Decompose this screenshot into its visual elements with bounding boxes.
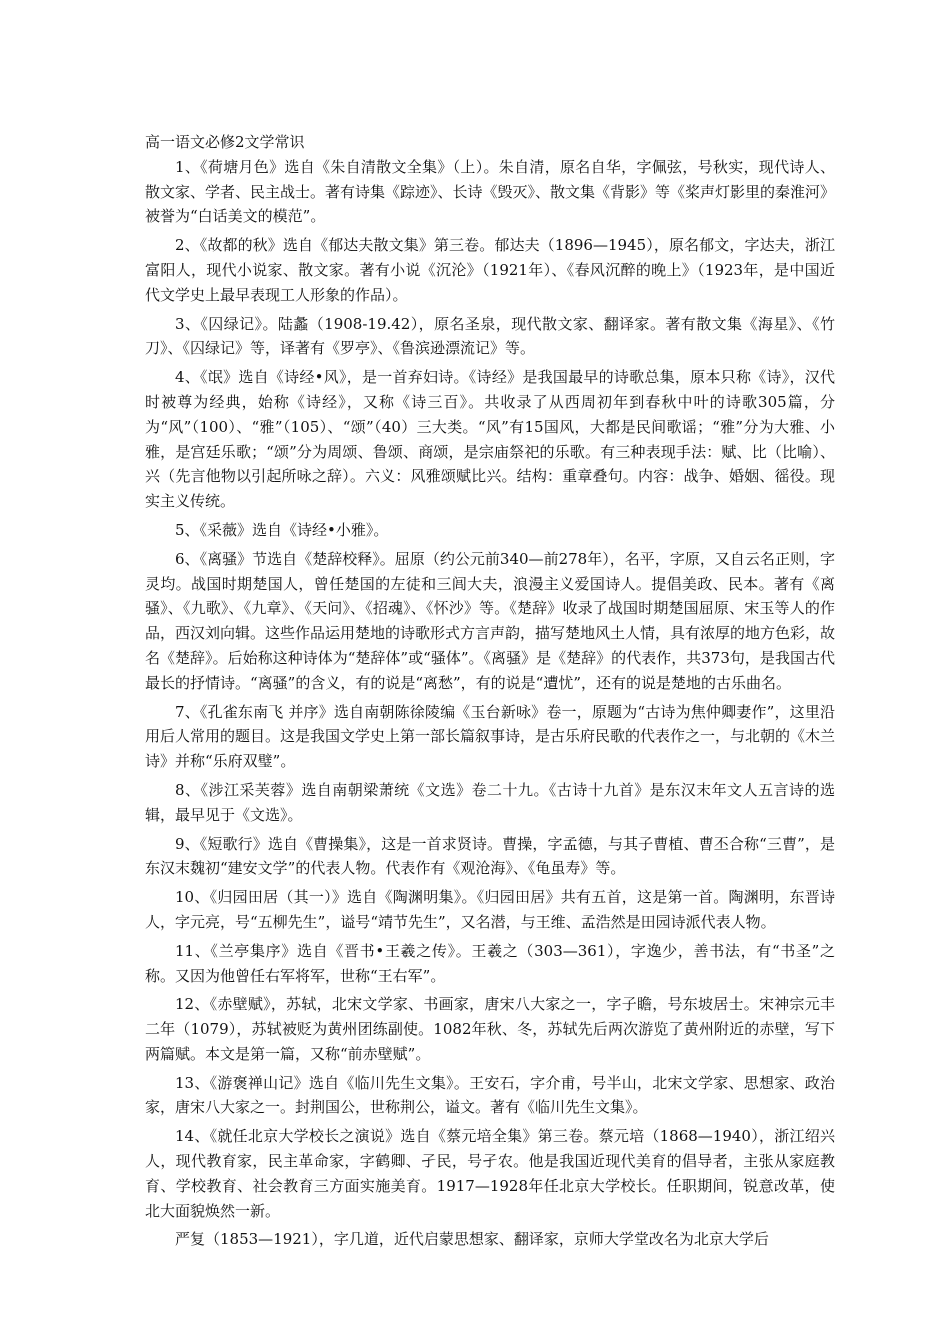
paragraph-14: 14、《就任北京大学校长之演说》选自《蔡元培全集》第三卷。蔡元培（1868—1940），浙江绍兴人，现代教育家，民主革命家，字鹤卿、孑民，号孑农。他是我国近现代美育的倡导者，主张从家庭教育、学校教育、社会教育三方面实施美育。1917—1928年任北京大学校长。任职期间，锐意改革，使北大面貌焕然一新。 [145, 1127, 835, 1220]
paragraph-13: 13、《游褒禅山记》选自《临川先生文集》。王安石，字介甫，号半山，北宋文学家、思想家、政治家，唐宋八大家之一。封荆国公，世称荆公，谥文。著有《临川先生文集》。 [145, 1073, 835, 1117]
paragraph-8: 8、《涉江采芙蓉》选自南朝梁萧统《文选》卷二十九。《古诗十九首》是东汉末年文人五言诗的选辑，最早见于《文选》。 [145, 780, 835, 824]
paragraph-10: 10、《归园田居（其一）》选自《陶渊明集》。《归园田居》共有五首，这是第一首。陶渊明，东晋诗人，字元亮，号“五柳先生”，谥号“靖节先生”，又名潜，与王维、孟浩然是田园诗派代表人物。 [145, 888, 835, 931]
paragraph-2: 2、《故都的秋》选自《郁达夫散文集》第三卷。郁达夫（1896—1945），原名郁文，字达夫，浙江富阳人，现代小说家、散文家。著有小说《沉沦》（1921年）、《春风沉醉的晚上》（1923年，是中国近代文学史上最早表现工人形象的作品）。 [145, 236, 835, 304]
paragraph-9: 9、《短歌行》选自《曹操集》，这是一首求贤诗。曹操，字孟德，与其子曹植、曹丕合称“三曹”，是东汉末魏初“建安文学”的代表人物。代表作有《观沧海》、《龟虽寿》等。 [145, 834, 835, 878]
paragraph-11: 11、《兰亭集序》选自《晋书•王羲之传》。王羲之（303—361），字逸少，善书法，有“书圣”之称。又因为他曾任右军将军，世称“王右军”。 [145, 941, 835, 985]
paragraph-1: 1、《荷塘月色》选自《朱自清散文全集》（上）。朱自清，原名自华，字佩弦，号秋实，现代诗人、散文家、学者、民主战士。著有诗集《踪迹》、长诗《毁灭》、散文集《背影》等《桨声灯影里的秦淮河》被誉为“白话美文的模范”。 [145, 157, 836, 226]
paragraph-15: 严复（1853—1921），字几道，近代启蒙思想家、翻译家，京师大学堂改名为北京大学后 [175, 1230, 769, 1249]
paragraph-4: 4、《氓》选自《诗经•风》，是一首弃妇诗。《诗经》是我国最早的诗歌总集，原本只称《诗》，汉代时被尊为经典，始称《诗经》，又称《诗三百》。共收录了从西周初年到春秋中叶的诗歌305篇，分为“风”（100）、“雅”（105）、“颂”（40）三大类。“风”有15国风，大都是民间歌谣；“雅”分为大雅、小雅，是宫廷乐歌；“颂”分为周颂、鲁颂、商颂，是宗庙祭祀的乐歌。有三种表现手法：赋、比（比喻）、兴（先言他物以引起所咏之辞）。六义：风雅颂赋比兴。结构：重章叠句。内容：战争、婚姻、徭役。现实主义传统。 [145, 368, 835, 511]
document-page [145, 130, 835, 1256]
document-title: 高一语文必修2文学常识 [145, 133, 305, 151]
paragraph-7: 7、《孔雀东南飞 并序》选自南朝陈徐陵编《玉台新咏》卷一，原题为“古诗为焦仲卿妻作”，这里沿用后人常用的题目。这是我国文学史上第一部长篇叙事诗，是古乐府民歌的代表作之一，与北朝的《木兰诗》并称“乐府双璧”。 [145, 702, 836, 771]
paragraph-12: 12、《赤壁赋》，苏轼，北宋文学家、书画家，唐宋八大家之一，字子瞻，号东坡居士。宋神宗元丰二年（1079），苏轼被贬为黄州团练副使。1082年秋、冬，苏轼先后两次游览了黄州附近的赤壁，写下两篇赋。本文是第一篇，又称“前赤壁赋”。 [145, 995, 835, 1063]
paragraph-5: 5、《采薇》选自《诗经•小雅》。 [175, 520, 389, 539]
paragraph-6: 6、《离骚》节选自《楚辞校释》。屈原（约公元前340—前278年），名平，字原，又自云名正则，字灵均。战国时期楚国人，曾任楚国的左徒和三闾大夫，浪漫主义爱国诗人。提倡美政、民本。著有《离骚》、《九歌》、《九章》、《天问》、《招魂》、《怀沙》等。《楚辞》收录了战国时期楚国屈原、宋玉等人的作品，西汉刘向辑。这些作品运用楚地的诗歌形式方言声韵，描写楚地风土人情，具有浓厚的地方色彩，故名《楚辞》。后始称这种诗体为“楚辞体”或“骚体”。《离骚》是《楚辞》的代表作，共373句，是我国古代最长的抒情诗。“离骚”的含义，有的说是“离愁”，有的说是“遭忧”，还有的说是楚地的古乐曲名。 [145, 549, 836, 692]
paragraph-3: 3、《囚绿记》。陆蠡（1908-19.42），原名圣泉，现代散文家、翻译家。著有散文集《海星》、《竹刀》、《囚绿记》等，译著有《罗亭》、《鲁滨逊漂流记》等。 [145, 314, 835, 358]
